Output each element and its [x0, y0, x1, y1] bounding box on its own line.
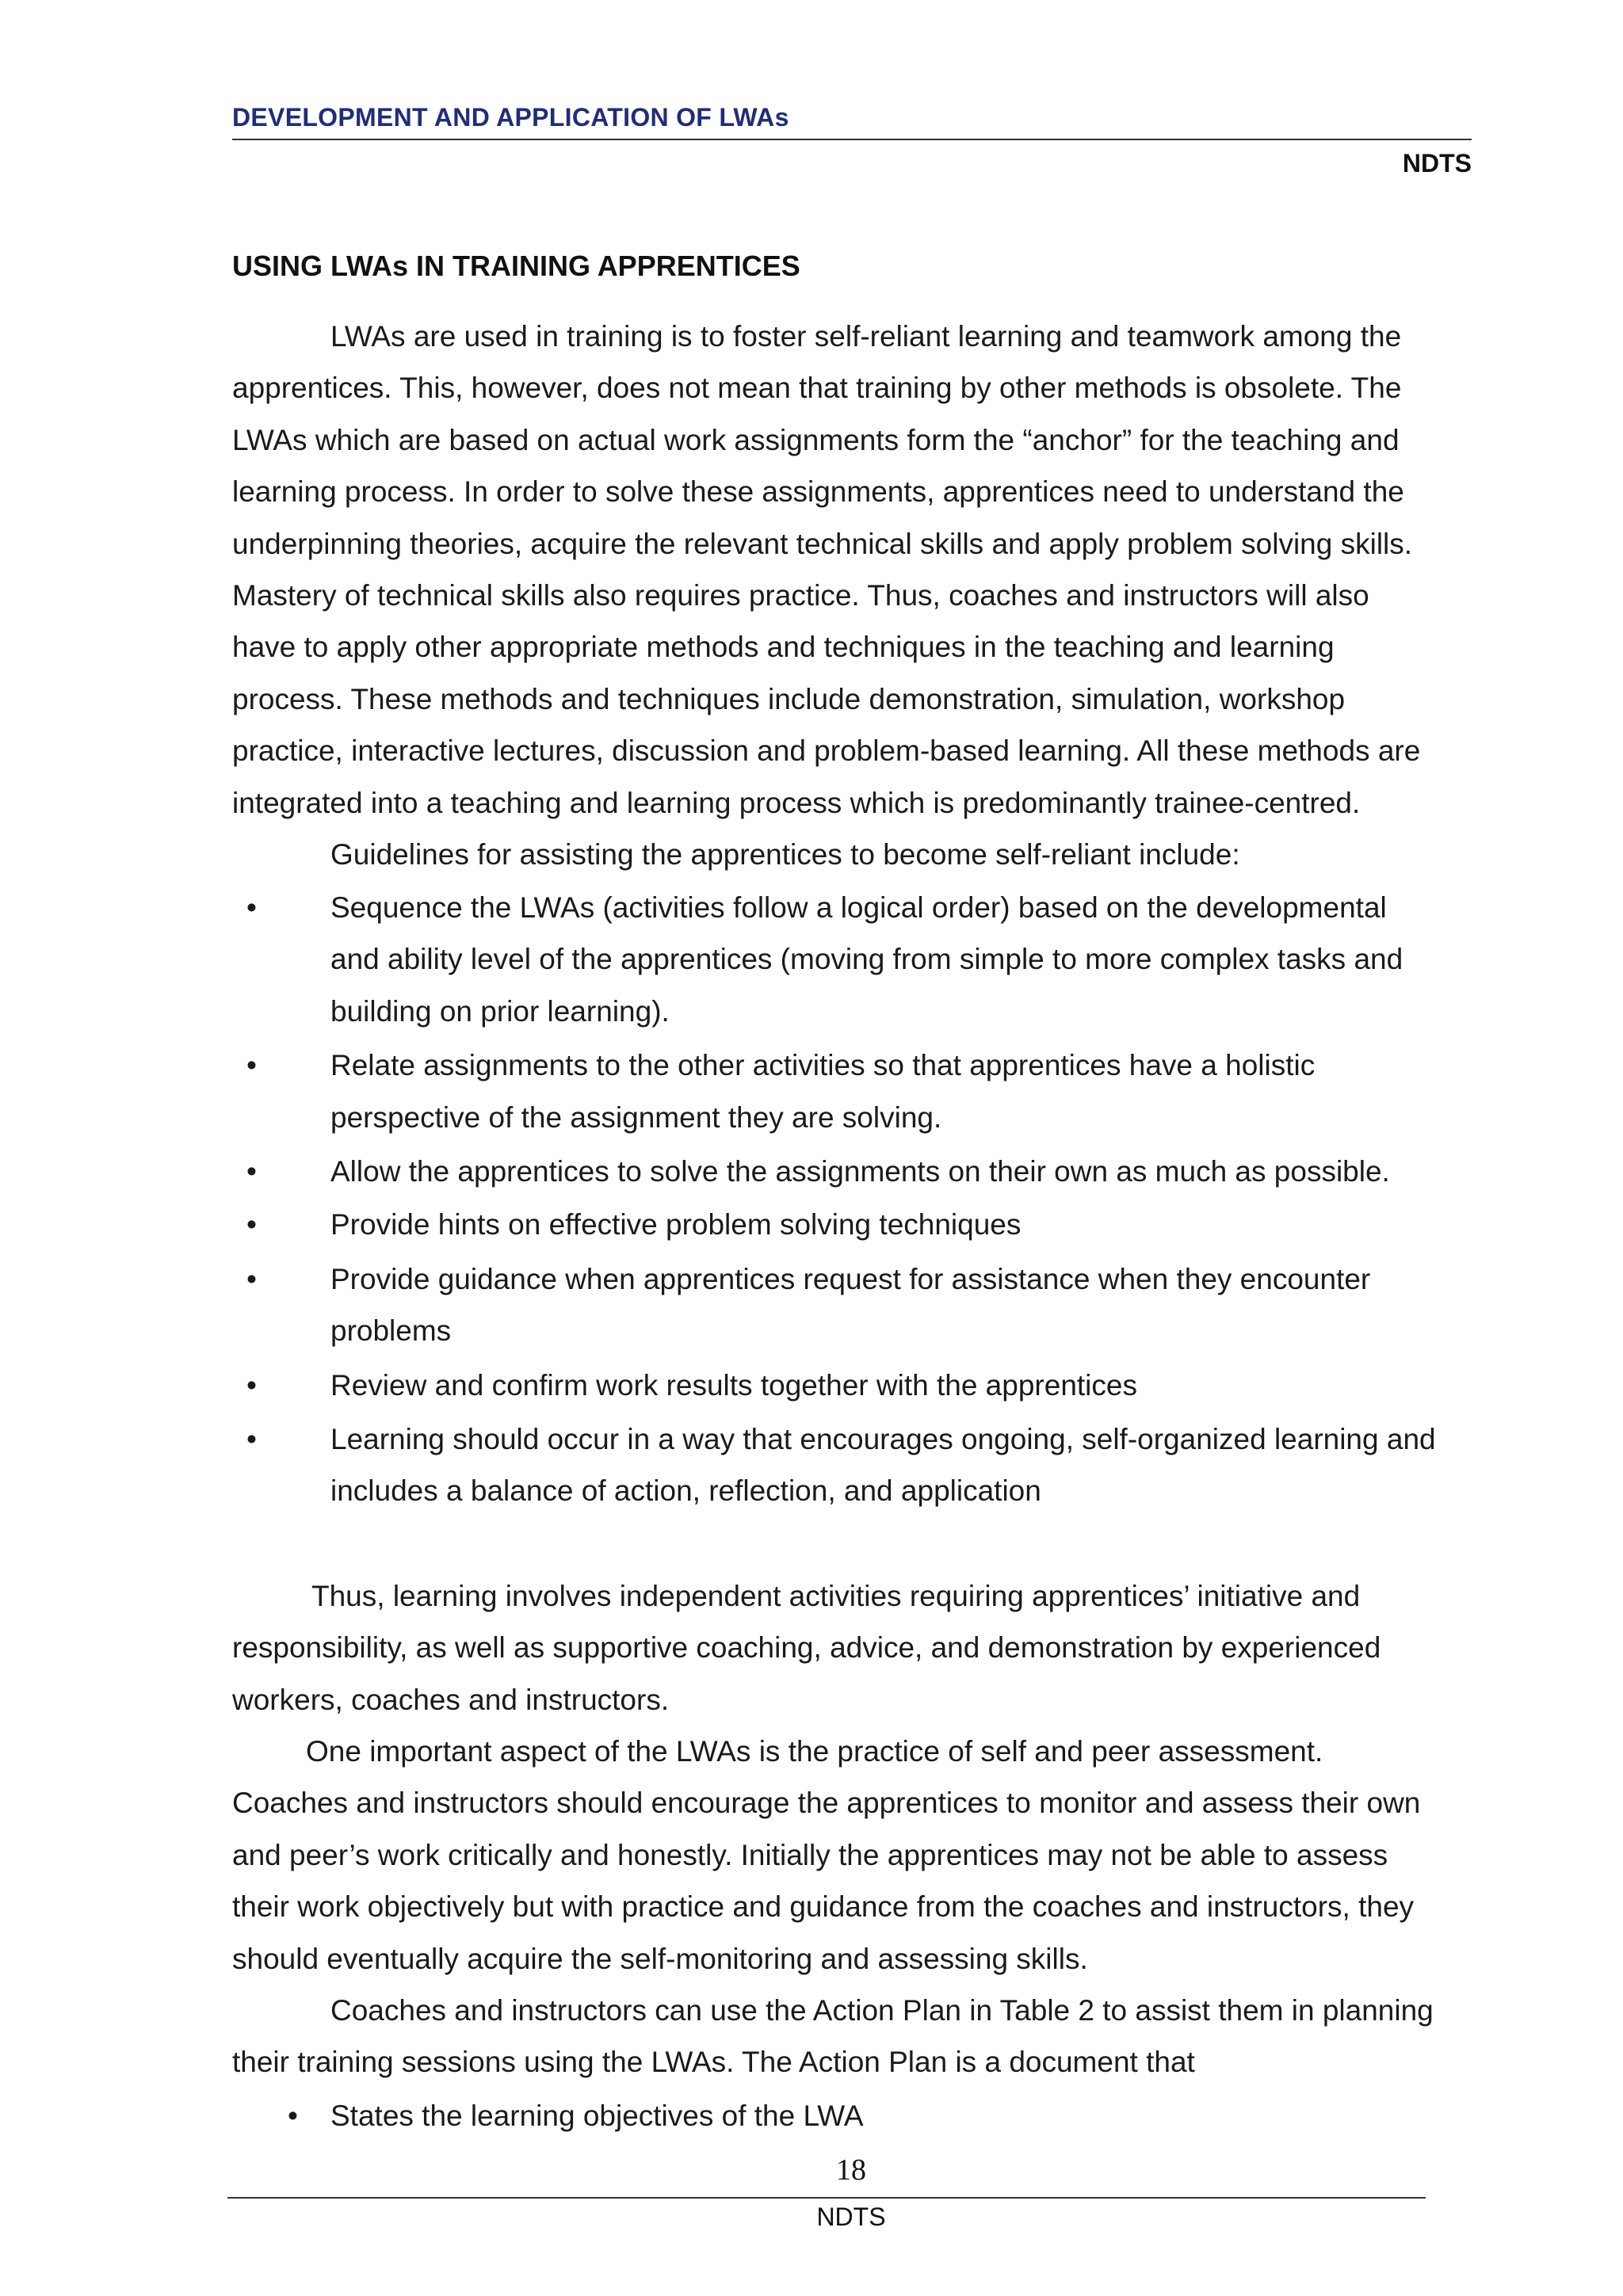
list-item	[232, 882, 1476, 1037]
bullet-icon: •	[246, 1154, 257, 1188]
footer-label: NDTS	[816, 2203, 886, 2231]
list-item-line: includes a balance of action, reflection, and application	[330, 1474, 1041, 1508]
list-item-line: States the learning objectives of the LWA	[330, 2100, 864, 2132]
list-item	[232, 2090, 1476, 2142]
list-item	[232, 1039, 1476, 1143]
paragraph-line: should eventually acquire the self-monitoring and assessing skills.	[232, 1942, 1088, 1975]
paragraph-line: and peer’s work critically and honestly. Initially the apprentices may not be able to assess	[232, 1838, 1388, 1871]
bullet-icon: •	[288, 2100, 298, 2132]
paragraph-line: practice, interactive lectures, discussion and problem-based learning. All these methods are	[232, 734, 1421, 768]
bullet-icon: •	[246, 891, 257, 924]
paragraph-line: workers, coaches and instructors.	[232, 1683, 670, 1716]
paragraph-line: Mastery of technical skills also requires practice. Thus, coaches and instructors will also	[232, 578, 1369, 612]
action-plan-list	[232, 2090, 1476, 2142]
list-item-line: building on prior learning).	[330, 994, 670, 1028]
paragraph-line: their training sessions using the LWAs. The Action Plan is a document that	[232, 2046, 1195, 2079]
paragraph-line: LWAs which are based on actual work assignments form the “anchor” for the teaching and	[232, 423, 1400, 456]
list-item-line: Provide guidance when apprentices request for assistance when they encounter	[330, 1262, 1371, 1295]
list-item-line: and ability level of the apprentices (moving from simple to more complex tasks and	[330, 943, 1403, 976]
paragraph-line: Coaches and instructors should encourage the apprentices to monitor and assess their own	[232, 1787, 1421, 1820]
list-item	[232, 1146, 1476, 1197]
guidelines-intro	[232, 829, 1476, 880]
header-rule	[232, 139, 1472, 140]
paragraph-line: One important aspect of the LWAs is the practice of self and peer assessment.	[306, 1735, 1323, 1768]
running-header-label: NDTS	[1402, 149, 1472, 177]
guidelines-list	[232, 882, 1476, 1517]
running-header-title: DEVELOPMENT AND APPLICATION OF LWAs	[232, 103, 789, 132]
list-item-line: Review and confirm work results together with the apprentices	[330, 1368, 1137, 1402]
list-item-line: Provide hints on effective problem solving techniques	[330, 1208, 1022, 1241]
paragraph-learning	[232, 1570, 1476, 1726]
paragraph-action-plan	[232, 1985, 1476, 2088]
paragraph-line: their work objectively but with practice and guidance from the coaches and instructors, they	[232, 1890, 1415, 1924]
paragraph-intro	[232, 311, 1476, 829]
paragraph-line: learning process. In order to solve these assignments, apprentices need to understand the	[232, 475, 1404, 509]
bullet-icon: •	[246, 1262, 257, 1295]
paragraph-line: underpinning theories, acquire the relevant technical skills and apply problem solving skills.	[232, 527, 1413, 560]
list-item-line: problems	[330, 1314, 452, 1348]
paragraph-assessment	[232, 1726, 1476, 1985]
list-item	[232, 1413, 1476, 1517]
paragraph-line: integrated into a teaching and learning process which is predominantly trainee-centred.	[232, 786, 1361, 819]
list-item-line: Learning should occur in a way that encourages ongoing, self-organized learning and	[330, 1422, 1436, 1455]
paragraph-line: LWAs are used in training is to foster self-reliant learning and teamwork among the	[330, 320, 1402, 353]
paragraph-line: Coaches and instructors can use the Action Plan in Table 2 to assist them in planning	[330, 1994, 1434, 2027]
paragraph-line: responsibility, as well as supportive coaching, advice, and demonstration by experienced	[232, 1631, 1381, 1665]
list-item-line: perspective of the assignment they are solving.	[330, 1100, 942, 1134]
list-item-line: Allow the apprentices to solve the assignments on their own as much as possible.	[330, 1154, 1390, 1188]
bullet-icon: •	[246, 1368, 257, 1402]
bullet-icon: •	[246, 1208, 257, 1241]
bullet-icon: •	[246, 1422, 257, 1455]
section-heading: USING LWAs IN TRAINING APPRENTICES	[232, 250, 800, 282]
page-number: 18	[836, 2153, 866, 2187]
paragraph-line: apprentices. This, however, does not mean that training by other methods is obsolete. The	[232, 372, 1402, 405]
list-item	[232, 1199, 1476, 1250]
bullet-icon: •	[246, 1049, 257, 1082]
footer-rule	[227, 2197, 1426, 2199]
list-item	[232, 1253, 1476, 1357]
list-item	[232, 1360, 1476, 1411]
paragraph-line: Thus, learning involves independent activities requiring apprentices’ initiative and	[311, 1580, 1361, 1612]
list-item-line: Sequence the LWAs (activities follow a logical order) based on the developmental	[330, 891, 1387, 924]
guidelines-intro-text: Guidelines for assisting the apprentices to become self-reliant include:	[330, 838, 1240, 871]
paragraph-line: process. These methods and techniques include demonstration, simulation, workshop	[232, 682, 1346, 715]
list-item-line: Relate assignments to the other activities so that apprentices have a holistic	[330, 1049, 1316, 1082]
paragraph-line: have to apply other appropriate methods and techniques in the teaching and learning	[232, 631, 1335, 664]
